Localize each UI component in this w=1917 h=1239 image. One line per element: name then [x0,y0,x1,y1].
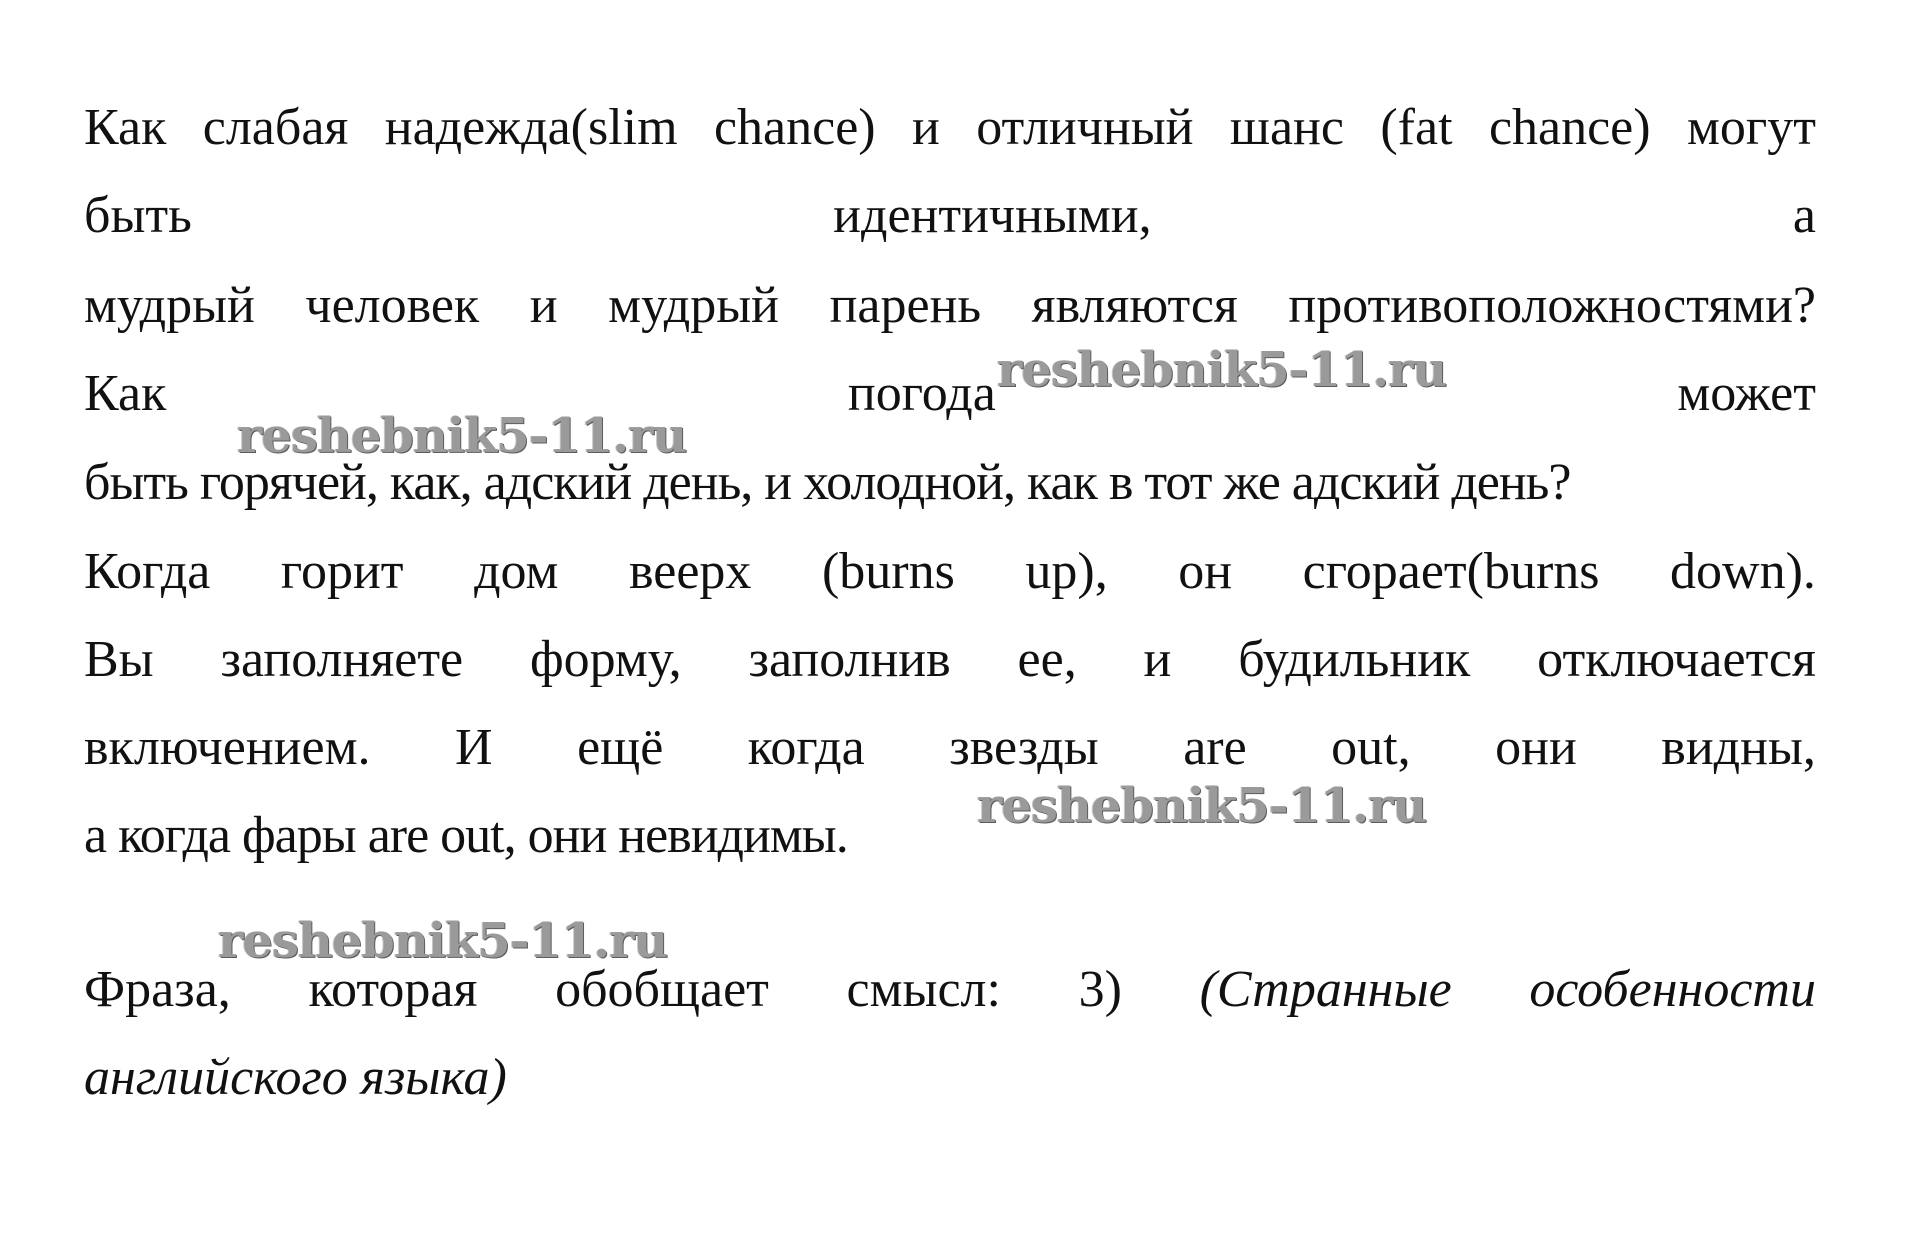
word: 3) [1078,961,1122,1018]
word: смысл: [846,961,1001,1018]
word: они [1495,719,1577,776]
word: форму, [529,631,682,688]
word: и [912,99,940,156]
word: парень [829,277,982,334]
watermark-logo: reshebnik5-11.ru [218,913,668,969]
summary-line-2: английского языка) [84,1049,507,1106]
word: горит [280,543,404,600]
watermark-logo: reshebnik5-11.ru [237,408,687,464]
word: веерх [628,543,752,600]
word: chance) [713,99,876,156]
word: И [455,719,493,776]
text-line-7 [84,630,1816,690]
word: человек [305,277,480,334]
word: погода [847,365,996,422]
word: звезды [949,719,1099,776]
word: быть [84,187,192,244]
word: chance) [1488,99,1651,156]
word: отключается [1537,631,1816,688]
summary-line-1 [84,960,1816,1020]
word: мудрый [84,277,255,334]
word: обобщает [555,961,769,1018]
word: заполнив [748,631,951,688]
word: и [529,277,558,334]
word: слабая [202,99,349,156]
word: он [1178,543,1233,600]
text-line-8 [84,718,1816,778]
word: ее, [1017,631,1077,688]
watermark-logo: reshebnik5-11.ru [977,778,1427,834]
word: Как [84,99,167,156]
word: (burns [821,543,955,600]
word: может [1677,365,1816,422]
word: идентичными, [833,187,1152,244]
word: а [1792,187,1816,244]
word: (Странные [1199,961,1452,1018]
word: могут [1686,99,1816,156]
word: заполняете [220,631,464,688]
word: шанс [1229,99,1344,156]
word: Как [84,365,167,422]
word: ещё [577,719,664,776]
word: особенности [1529,961,1816,1018]
word: up), [1025,543,1108,600]
word: out, [1331,719,1411,776]
word: Фраза, [84,961,231,1018]
word: сгорает(burns [1302,543,1600,600]
watermark-logo: reshebnik5-11.ru [997,342,1447,398]
word: надежда(slim [384,99,678,156]
text-line-9: а когда фары are out, они невидимы. [84,807,848,864]
word: когда [747,719,865,776]
text-line-3 [84,276,1816,336]
word: мудрый [608,277,780,334]
text-line-2 [84,186,1816,246]
text-line-6 [84,542,1816,602]
word: включением. [84,719,371,776]
word: являются [1031,277,1238,334]
word: дом [474,543,559,600]
word: Вы [84,631,154,688]
word: и [1143,631,1172,688]
word: Когда [84,543,211,600]
word: (fat [1380,99,1453,156]
text-line-1 [84,98,1816,158]
word: down). [1670,543,1816,600]
word: будильник [1238,631,1471,688]
word: are [1183,719,1247,776]
text-line-5: быть горячей, как, адский день, и холодной, как в тот же адский день? [84,454,1571,511]
word: видны, [1661,719,1816,776]
word: отличный [976,99,1194,156]
word: которая [308,961,478,1018]
word: противоположностями? [1288,277,1816,334]
